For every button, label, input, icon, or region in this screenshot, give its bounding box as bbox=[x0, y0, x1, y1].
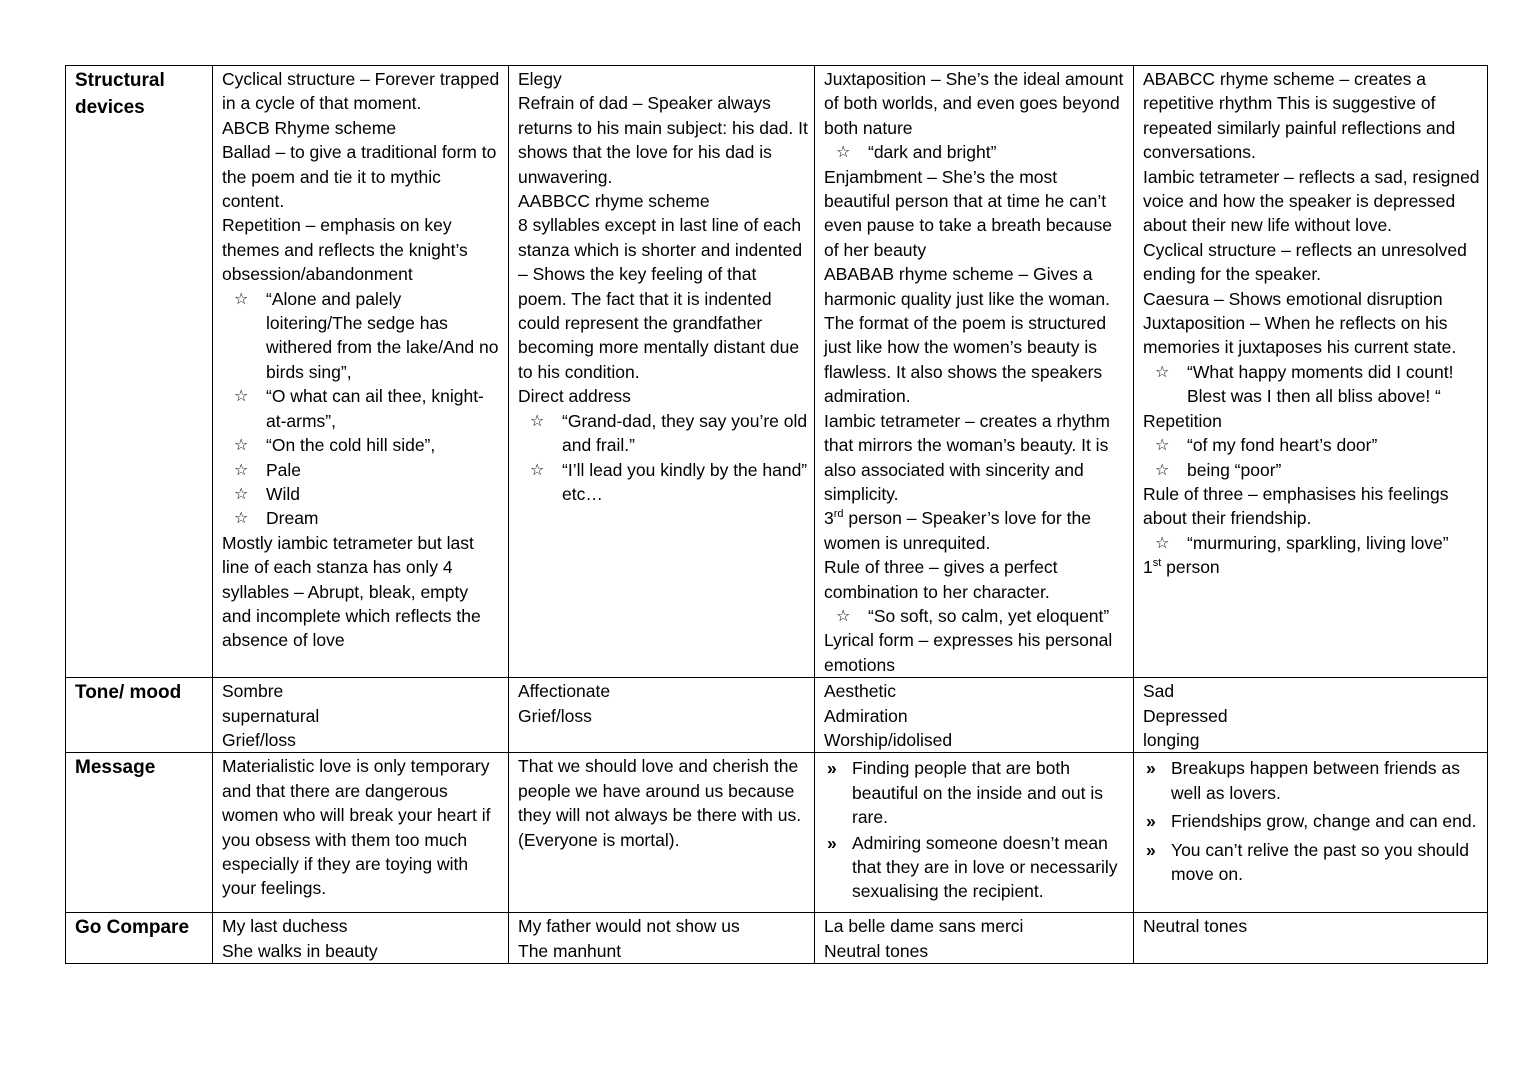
row-heading: Structural devices bbox=[66, 66, 213, 678]
text-line: ABABAB rhyme scheme – Gives a harmonic quality just like the woman. The format of the poem is structured just like how the women’s beauty is flawless. It also shows the speakers admiration. bbox=[824, 264, 1110, 407]
ordinal-number: 1 bbox=[1143, 557, 1153, 578]
text-line: Depressed bbox=[1143, 705, 1228, 726]
text-line: Juxtaposition – She’s the ideal amount of both worlds, and even goes beyond both nature bbox=[824, 69, 1124, 138]
text-line: ABABCC rhyme scheme – creates a repetitive rhythm This is suggestive of repeated similarly painful reflections and conversations. bbox=[1143, 69, 1456, 163]
text-line: My father would not show us bbox=[518, 916, 740, 937]
cell-compare-col4 bbox=[1134, 913, 1488, 964]
text-line: Repetition bbox=[1143, 410, 1222, 431]
text-line: Refrain of dad – Speaker always returns to his main subject: his dad. It shows that the love for his dad is unwavering. bbox=[518, 93, 808, 187]
text-line: Neutral tones bbox=[1143, 916, 1248, 937]
quote-item: ☆ “murmuring, sparkling, living love” bbox=[1143, 531, 1481, 555]
cell-tone-col3 bbox=[815, 678, 1134, 753]
row-heading: Message bbox=[66, 753, 213, 913]
cell-structural-col1 bbox=[213, 66, 509, 678]
text-line: Direct address bbox=[518, 386, 631, 407]
ordinal-suffix: st bbox=[1152, 557, 1162, 570]
cell-compare-col2 bbox=[509, 913, 815, 964]
text-line: Enjambment – She’s the most beautiful person that at time he can’t even pause to take a breath because of her beauty bbox=[824, 166, 1112, 260]
text-line: Admiration bbox=[824, 705, 908, 726]
text-line: Mostly iambic tetrameter but last line of each stanza has only 4 syllables – Abrupt, bleak, empty and incomplete which reflects the absence of love bbox=[222, 532, 481, 651]
text-line: 8 syllables except in last line of each stanza which is shorter and indented – Shows the key feeling of that poem. The fact that it is indented could represent the grandfather becoming more mentally distant due to his condition. bbox=[518, 215, 803, 382]
text-line: Rule of three – emphasises his feelings about their friendship. bbox=[1143, 483, 1449, 529]
cell-message-col3 bbox=[815, 753, 1134, 913]
quote-list bbox=[1143, 531, 1481, 555]
quote-list bbox=[824, 140, 1127, 164]
bullet-item: » Breakups happen between friends as well as lovers. bbox=[1143, 756, 1481, 805]
cell-message-col2: That we should love and cherish the people we have around us because they will not always be there with us. (Everyone is mortal). bbox=[509, 753, 815, 913]
text-line: Neutral tones bbox=[824, 940, 929, 961]
quote-item: ☆ “What happy moments did I count! Blest was I then all bliss above! “ bbox=[1143, 360, 1481, 409]
quote-item: ☆ being “poor” bbox=[1143, 458, 1481, 482]
text-line: longing bbox=[1143, 729, 1200, 750]
text-line: Ballad – to give a traditional form to the poem and tie it to mythic content. bbox=[222, 142, 497, 212]
text-line: AABBCC rhyme scheme bbox=[518, 191, 710, 212]
poetry-comparison-table bbox=[65, 65, 1488, 964]
ordinal-number: 3 bbox=[824, 508, 834, 529]
text-line: Affectionate bbox=[518, 681, 611, 702]
text-line: La belle dame sans merci bbox=[824, 916, 1024, 937]
quote-item: ☆ Wild bbox=[222, 482, 502, 506]
quote-list bbox=[222, 287, 502, 531]
text-line: Rule of three – gives a perfect combination to her character. bbox=[824, 557, 1058, 602]
cell-structural-col3 bbox=[815, 66, 1134, 678]
row-heading: Tone/ mood bbox=[66, 678, 213, 753]
text-line: Cyclical structure – Forever trapped in a cycle of that moment. bbox=[222, 69, 500, 114]
text-line: Caesura – Shows emotional disruption bbox=[1143, 288, 1443, 309]
cell-tone-col1 bbox=[213, 678, 509, 753]
cell-message-col4 bbox=[1134, 753, 1488, 913]
ordinal-suffix: rd bbox=[833, 508, 844, 521]
quote-item: ☆ “of my fond heart’s door” bbox=[1143, 433, 1481, 457]
text-line: She walks in beauty bbox=[222, 940, 378, 961]
text-line: ABCB Rhyme scheme bbox=[222, 117, 397, 138]
bullet-list bbox=[824, 754, 1127, 903]
bullet-item: » Finding people that are both beautiful on the inside and out is rare. bbox=[824, 756, 1127, 829]
bullet-item: » Admiring someone doesn’t mean that they are in love or necessarily sexualising the recipient. bbox=[824, 831, 1127, 904]
quote-item: ☆ “dark and bright” bbox=[824, 140, 1127, 164]
row-tone-mood bbox=[66, 678, 1488, 753]
row-go-compare bbox=[66, 913, 1488, 964]
quote-item: ☆ Dream bbox=[222, 506, 502, 530]
cell-structural-col2 bbox=[509, 66, 815, 678]
bullet-item: » Friendships grow, change and can end. bbox=[1143, 809, 1481, 833]
text-line: My last duchess bbox=[222, 916, 348, 937]
text-line: Juxtaposition – When he reflects on his memories it juxtaposes his current state. bbox=[1143, 313, 1457, 358]
quote-item: ☆ “O what can ail thee, knight-at-arms”, bbox=[222, 384, 502, 433]
cell-compare-col3 bbox=[815, 913, 1134, 964]
quote-list bbox=[518, 409, 808, 507]
quote-list bbox=[1143, 433, 1481, 482]
quote-item: ☆ “Alone and palely loitering/The sedge has withered from the lake/And no birds sing”, bbox=[222, 287, 502, 385]
quote-list bbox=[1143, 360, 1481, 409]
text-line: Repetition – emphasis on key themes and reflects the knight’s obsession/abandonment bbox=[222, 215, 468, 285]
text-line: Sombre bbox=[222, 681, 284, 702]
text-line: Cyclical structure – reflects an unresolved ending for the speaker. bbox=[1143, 239, 1467, 285]
text-line: Worship/idolised bbox=[824, 729, 953, 750]
quote-item: ☆ “So soft, so calm, yet eloquent” bbox=[824, 604, 1127, 628]
text-line bbox=[824, 506, 1127, 555]
text-line: Aesthetic bbox=[824, 681, 896, 702]
text-line: Grief/loss bbox=[518, 705, 592, 726]
text-line: Grief/loss bbox=[222, 729, 296, 750]
quote-item: ☆ “On the cold hill side”, bbox=[222, 433, 502, 457]
text-fragment: person – Speaker’s love for the women is unrequited. bbox=[824, 508, 1091, 553]
cell-tone-col4 bbox=[1134, 678, 1488, 753]
bullet-item: » You can’t relive the past so you should move on. bbox=[1143, 838, 1481, 887]
text-fragment: person bbox=[1161, 557, 1220, 578]
text-line: Sad bbox=[1143, 681, 1175, 702]
row-message bbox=[66, 753, 1488, 913]
row-structural-devices bbox=[66, 66, 1488, 678]
text-line bbox=[1143, 555, 1481, 579]
quote-item: ☆ “I’ll lead you kindly by the hand” etc… bbox=[518, 458, 808, 507]
row-heading: Go Compare bbox=[66, 913, 213, 964]
cell-compare-col1 bbox=[213, 913, 509, 964]
cell-structural-col4 bbox=[1134, 66, 1488, 678]
text-line: Iambic tetrameter – reflects a sad, resigned voice and how the speaker is depressed about their new life without love. bbox=[1143, 166, 1480, 236]
bullet-list bbox=[1143, 754, 1481, 886]
text-line: Lyrical form – expresses his personal emotions bbox=[824, 630, 1113, 675]
quote-item: ☆ Pale bbox=[222, 458, 502, 482]
quote-list bbox=[824, 604, 1127, 628]
quote-item: ☆ “Grand-dad, they say you’re old and frail.” bbox=[518, 409, 808, 458]
text-line: supernatural bbox=[222, 705, 320, 726]
text-line: The manhunt bbox=[518, 940, 622, 961]
cell-message-col1: Materialistic love is only temporary and that there are dangerous women who will break your heart if you obsess with them too much especially if they are toying with your feelings. bbox=[213, 753, 509, 913]
text-line: Iambic tetrameter – creates a rhythm that mirrors the woman’s beauty. It is also associated with sincerity and simplicity. bbox=[824, 410, 1110, 504]
text-line: Elegy bbox=[518, 69, 562, 89]
cell-tone-col2 bbox=[509, 678, 815, 753]
